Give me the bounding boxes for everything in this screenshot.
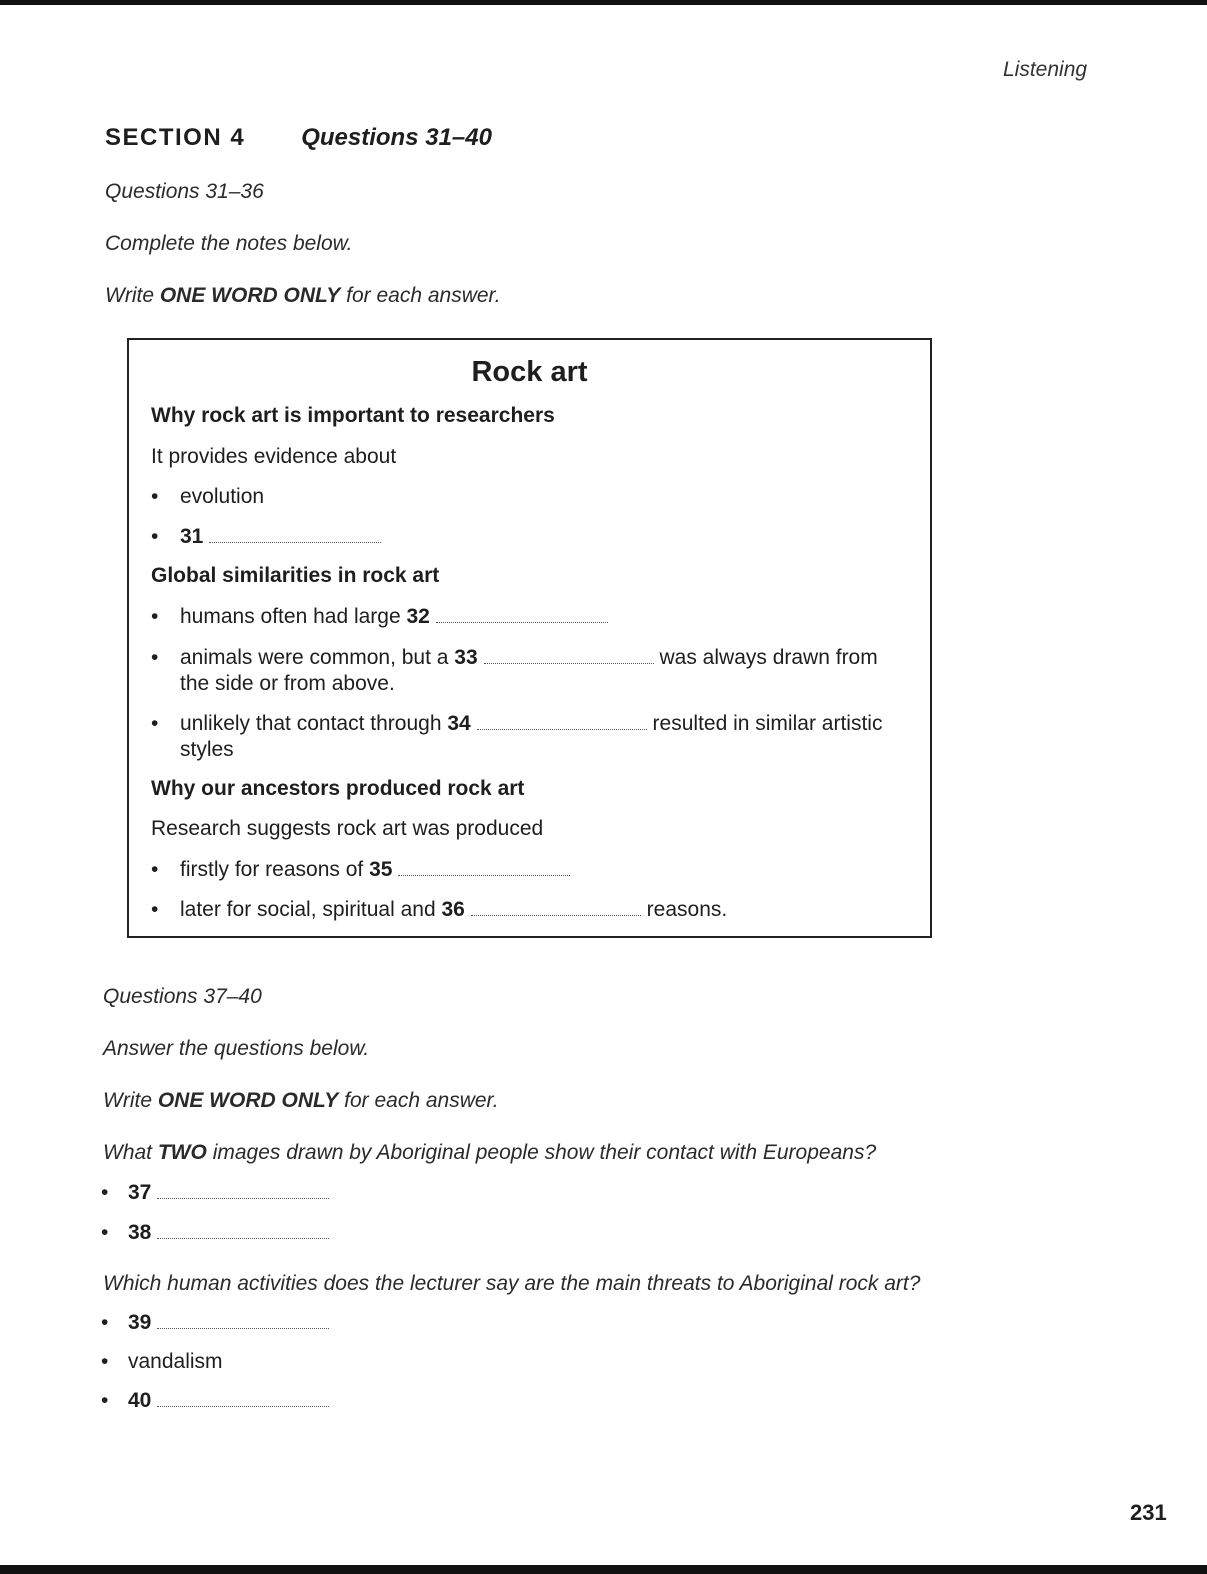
part1-instruction: Complete the notes below. [105, 232, 353, 255]
question-number-31: 31 [180, 525, 204, 548]
notes-intro-evidence: It provides evidence about [151, 445, 397, 468]
notes-intro-research: Research suggests rock art was produced [151, 817, 544, 840]
question-images: What TWO images drawn by Aboriginal people show their contact with Europeans? [103, 1141, 877, 1164]
question-number-32: 32 [406, 605, 430, 628]
bullet-icon: • [151, 898, 159, 921]
section-heading [105, 124, 492, 152]
question-number-38: 38 [128, 1221, 152, 1244]
part1-questions-range: Questions 31–36 [105, 180, 264, 203]
bullet-icon: • [151, 525, 159, 548]
bullet-icon: • [151, 646, 159, 669]
question-threats: Which human activities does the lecturer say are the main threats to Aboriginal rock art? [103, 1272, 921, 1295]
bullet-icon: • [151, 605, 159, 628]
question-number-40: 40 [128, 1389, 152, 1412]
answer-blank-34[interactable] [477, 715, 647, 730]
notes-box: Rock art Why rock art is important to researchers It provides evidence about • evolution • 31 Global similarities in rock art • humans often had large 32 • animals were common, but a 33 was always drawn from the side or from above. • unlikely that contact through 34 resulted in similar artistic styles Why our ancestors produced rock art Research suggests rock art was produced • firstly for reasons of 35 • later for social, spiritual and 36 reasons. [127, 338, 932, 938]
answer-blank-40[interactable] [157, 1392, 329, 1407]
answer-blank-33[interactable] [484, 649, 654, 664]
answer-blank-35[interactable] [398, 861, 570, 876]
bottom-border [0, 1565, 1207, 1574]
bullet-icon: • [101, 1389, 109, 1412]
question-number-35: 35 [369, 858, 393, 881]
section-label: Listening [1003, 58, 1088, 81]
answer-blank-32[interactable] [436, 608, 608, 623]
notes-subheading-importance: Why rock art is important to researchers [151, 404, 555, 427]
bullet-icon: • [151, 858, 159, 881]
question-number-33: 33 [454, 646, 478, 669]
questions-range-heading: Questions 31–40 [301, 124, 492, 151]
question-number-39: 39 [128, 1311, 152, 1334]
write-emphasis: ONE WORD ONLY [159, 284, 341, 307]
part1-word-limit [105, 284, 501, 308]
bullet-icon: • [151, 485, 159, 508]
top-border [0, 0, 1207, 5]
bullet-icon: • [101, 1181, 109, 1204]
answer-blank-31[interactable] [209, 528, 381, 543]
notes-subheading-reasons: Why our ancestors produced rock art [151, 777, 525, 800]
page-number: 231 [1130, 1500, 1167, 1525]
part2-questions-range: Questions 37–40 [103, 985, 262, 1008]
answer-blank-36[interactable] [471, 901, 641, 916]
question-number-34: 34 [447, 712, 471, 735]
question-number-36: 36 [441, 898, 465, 921]
section-number: SECTION 4 [105, 124, 246, 151]
bullet-icon: • [101, 1221, 109, 1244]
answer-blank-39[interactable] [157, 1314, 329, 1329]
bullet-icon: • [151, 712, 159, 735]
notes-subheading-similarities: Global similarities in rock art [151, 564, 440, 587]
bullet-icon: • [101, 1350, 109, 1373]
write-suffix: for each answer. [346, 284, 501, 307]
write-prefix: Write [105, 284, 154, 307]
answer-blank-37[interactable] [157, 1184, 329, 1199]
answer-blank-38[interactable] [157, 1224, 329, 1239]
notes-title: Rock art [471, 356, 588, 388]
question-number-37: 37 [128, 1181, 152, 1204]
part2-word-limit: Write ONE WORD ONLY for each answer. [103, 1089, 499, 1112]
bullet-icon: • [101, 1311, 109, 1334]
part2-instruction: Answer the questions below. [103, 1037, 370, 1060]
